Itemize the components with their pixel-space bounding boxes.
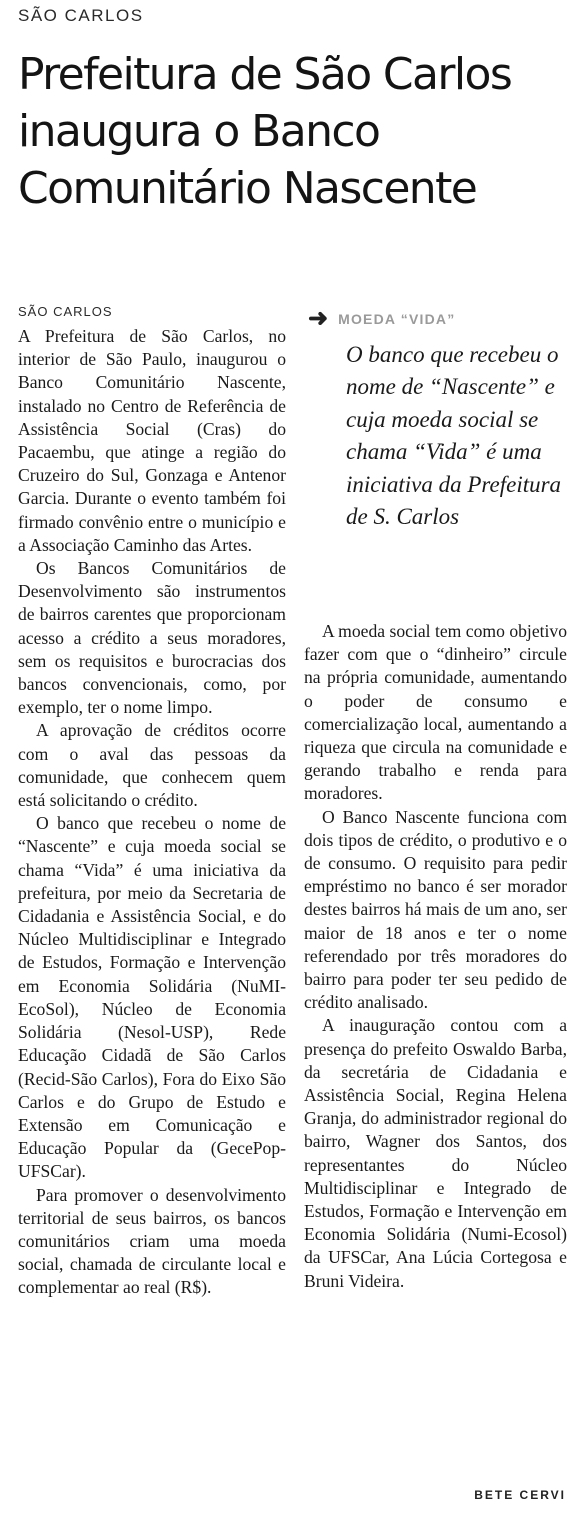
byline: BETE CERVI (474, 1488, 566, 1502)
paragraph: Os Bancos Comunitários de Desenvolvimento são instrumentos de bairros carentes que proporcionam acesso a crédito a seus moradores, sem os requisitos e burocracias dos bancos convencionais, como, por exemplo, ter o nome limpo. (18, 558, 286, 718)
paragraph: A Prefeitura de São Carlos, no interior de São Paulo, inaugurou o Banco Comunitário Nascente, instalado no Centro de Referência de Assistência Social (Cras) do Pacaembu, que atinge a região do Cruzeiro do Sul, Gonzaga e Antenor Garcia. Durante o evento também foi firmado convênio entre o município e a Associação Caminho das Artes. (18, 326, 286, 555)
paragraph: Para promover o desenvolvimento territorial de seus bairros, os bancos comunitários criam uma moeda social, chamada de circulante local e complementar ao real (R$). (18, 1184, 286, 1298)
section-label: SÃO CARLOS (18, 6, 144, 25)
pull-quote-header (308, 305, 568, 333)
article-column-right (304, 620, 567, 1293)
paragraph: O Banco Nascente funciona com dois tipos de crédito, o produtivo e o de consumo. O requisito para pedir empréstimo no banco é ser morador destes bairros há mais de um ano, ser maior de 18 anos e ter o nome referendado por três moradores do bairro para poder ter seu pedido de crédito analisado. (304, 806, 567, 1013)
paragraph: A aprovação de créditos ocorre com o aval das pessoas da comunidade, que conhecem quem está solicitando o crédito. (18, 720, 286, 811)
pull-quote-label: MOEDA “VIDA” (338, 311, 456, 327)
paragraph: O banco que recebeu o nome de “Nascente” e cuja moeda social se chama “Vida” é uma iniciativa da prefeitura, por meio da Secretaria de Cidadania e Assistência Social, e do Núcleo Multidisciplinar e Integrado de Estudos, Formação e Intervenção em Economia Solidária (NuMI-EcoSol), Núcleo de Economia Solidária (Nesol-USP), Rede Educação Cidadã de São Carlos (Recid-São Carlos), Fora do Eixo São Carlos e do Grupo de Estudo e Extensão em Comunicação e Educação Popular da (GecePop-UFSCar). (18, 813, 286, 1182)
pull-quote-text: O banco que recebeu o nome de “Nascente” e cuja moeda social se chama “Vida” é uma iniciativa da Prefeitura de S. Carlos (346, 342, 562, 530)
arrow-right-icon: ➜ (308, 305, 329, 332)
paragraph: A inauguração contou com a presença do prefeito Oswaldo Barba, da secretária de Cidadania e Assistência Social, Regina Helena Granja, do administrador regional do bairro, Wagner dos Santos, dos representantes do Núcleo Multidisciplinar e Integrado de Estudos, Formação e Intervenção em Economia Solidária (Numi-Ecosol) da UFSCar, Ana Lúcia Cortegosa e Bruni Videira. (304, 1015, 567, 1291)
dateline: SÃO CARLOS (18, 304, 113, 319)
paragraph: A moeda social tem como objetivo fazer com que o “dinheiro” circule na própria comunidade, aumentando o poder de consumo e comercialização local, aumentando a riqueza que circula na comunidade e gerando trabalho e renda para moradores. (304, 621, 567, 804)
article-column-left (18, 303, 286, 1300)
pull-quote-box (308, 305, 568, 533)
article-headline: Prefeitura de São Carlos inaugura o Banco Comunitário Nascente (18, 49, 512, 214)
